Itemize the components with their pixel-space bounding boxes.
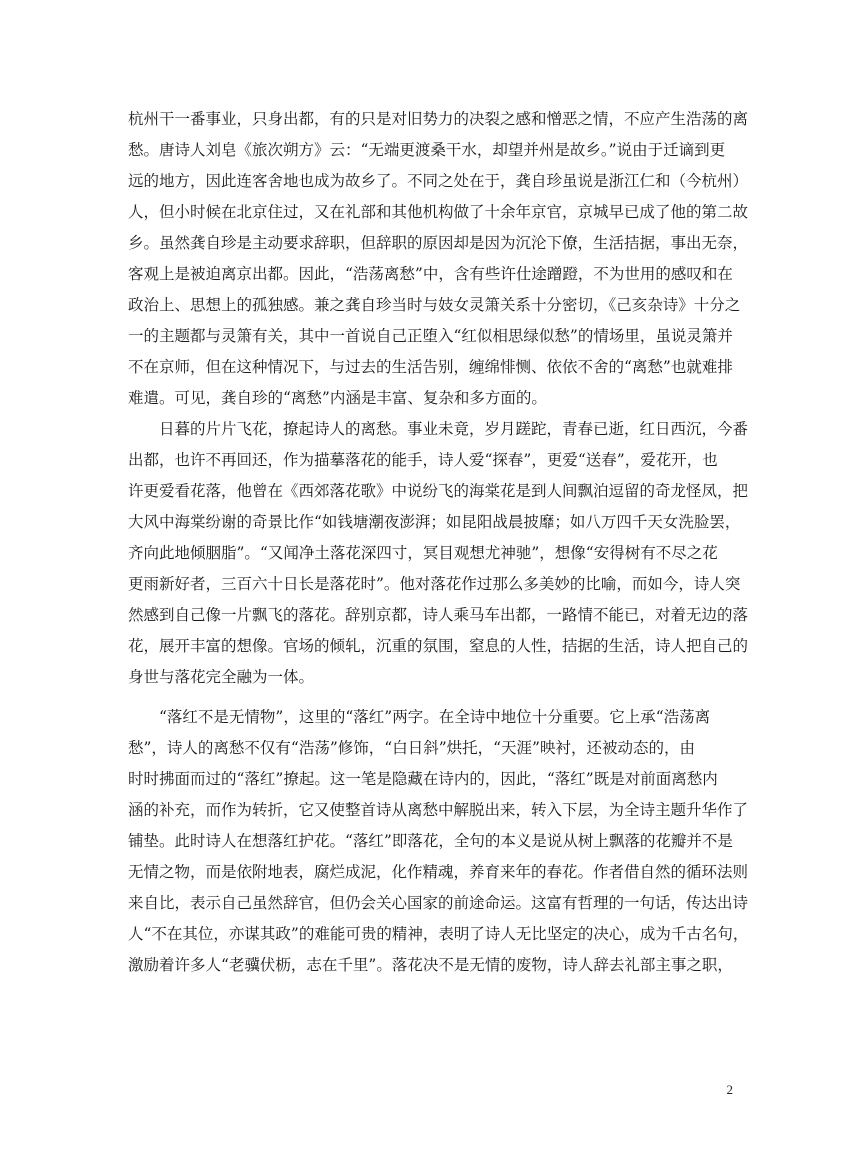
text-line: 难遣。可见，龚自珍的“离愁”内涵是丰富、复杂和多方面的。 — [128, 389, 547, 407]
text-line: 愁。唐诗人刘皂《旅次朔方》云：“无端更渡桑干水，却望并州是故乡。”说由于迁谪到更 — [128, 141, 726, 159]
text-line: 激励着许多人“老骥伏枥，志在千里”。落花决不是无情的废物，诗人辞去礼部主事之职， — [128, 956, 733, 974]
text-line: 日暮的片片飞花，撩起诗人的离愁。事业未竟，岁月蹉跎，青春已逝，红日西沉，今番 — [128, 420, 749, 438]
page-number: 2 — [726, 1082, 733, 1097]
text-line: 然感到自己像一片飘飞的落花。辞别京都，诗人乘马车出都，一路情不能已，对着无边的落 — [128, 606, 749, 624]
text-line: 身世与落花完全融为一体。 — [128, 668, 315, 686]
text-line: 铺垫。此时诗人在想落红护花。“落红”即落花，全句的本义是说从树上飘落的花瓣并不是 — [128, 832, 733, 850]
text-line: 花，展开丰富的想像。官场的倾轧，沉重的氛围，窒息的人性，拮据的生活，诗人把自己的 — [128, 637, 749, 655]
text-line: 大风中海棠纷谢的奇景比作“如钱塘潮夜澎湃；如昆阳战晨披靡；如八万四千天女洗脸罢， — [128, 513, 741, 531]
paragraph-gap — [128, 693, 732, 702]
text-line: 客观上是被迫离京出都。因此，“浩荡离愁”中，含有些许仕途蹭蹬，不为世用的感叹和在 — [128, 265, 733, 283]
text-line: 人，但小时候在北京住过，又在礼部和其他机构做了十余年京官，京城早已成了他的第二故 — [128, 203, 749, 221]
text-line: 时时拂面而过的“落红”撩起。这一笔是隐藏在诗内的，因此，“落红”既是对前面离愁内 — [128, 770, 718, 788]
text-line: 更雨新好者，三百六十日长是落花时”。他对落花作过那么多美妙的比喻，而如今，诗人突 — [128, 575, 741, 593]
text-line: 政治上、思想上的孤独感。兼之龚自珍当时与妓女灵箫关系十分密切，《己亥杂诗》十分之 — [128, 296, 741, 314]
text-line: 涵的补充，而作为转折，它又使整首诗从离愁中解脱出来，转入下层，为全诗主题升华作了 — [128, 801, 749, 819]
text-line: 出都，也许不再回还，作为描摹落花的能手，诗人爱“探春”，更爱“送春”，爱花开，也 — [128, 451, 718, 469]
text-line: 愁”，诗人的离愁不仅有“浩荡”修饰，“白日斜”烘托，“天涯”映衬，还被动态的，由 — [128, 739, 695, 757]
text-line: 来自比，表示自己虽然辞官，但仍会关心国家的前途命运。这富有哲理的一句话，传达出诗 — [128, 894, 749, 912]
text-line: 杭州干一番事业，只身出都，有的只是对旧势力的决裂之感和憎恶之情，不应产生浩荡的离 — [128, 110, 749, 128]
text-line: 无情之物，而是依附地表，腐烂成泥，化作精魂，养育来年的春花。作者借自然的循环法则 — [128, 863, 749, 881]
text-line: “落红不是无情物”，这里的“落红”两字。在全诗中地位十分重要。它上承“浩荡离 — [128, 708, 711, 726]
text-line: 不在京师，但在这种情况下，与过去的生活告别，缠绵悱恻、依依不舍的“离愁”也就难排 — [128, 358, 733, 376]
text-line: 乡。虽然龚自珍是主动要求辞职，但辞职的原因却是因为沉沦下僚，生活拮据，事出无奈， — [128, 234, 749, 252]
text-line: 一的主题都与灵箫有关，其中一首说自己正堕入“红似相思绿似愁”的情场里，虽说灵箫并 — [128, 327, 733, 345]
text-line: 齐向此地倾胭脂”。“又闻净土落花深四寸，冥目观想尤神驰”，想像“安得树有不尽之花 — [128, 544, 718, 562]
text-line: 人“不在其位，亦谋其政”的难能可贵的精神，表明了诗人无比坚定的决心，成为千古名句， — [128, 925, 749, 943]
text-line: 远的地方，因此连客舍地也成为故乡了。不同之处在于，龚自珍虽说是浙江仁和（今杭州） — [128, 172, 749, 190]
body-text — [128, 104, 749, 981]
text-line: 许更爱看花落，他曾在《西郊落花歌》中说纷飞的海棠花是到人间飘泊逗留的奇龙怪凤，把 — [128, 482, 749, 500]
